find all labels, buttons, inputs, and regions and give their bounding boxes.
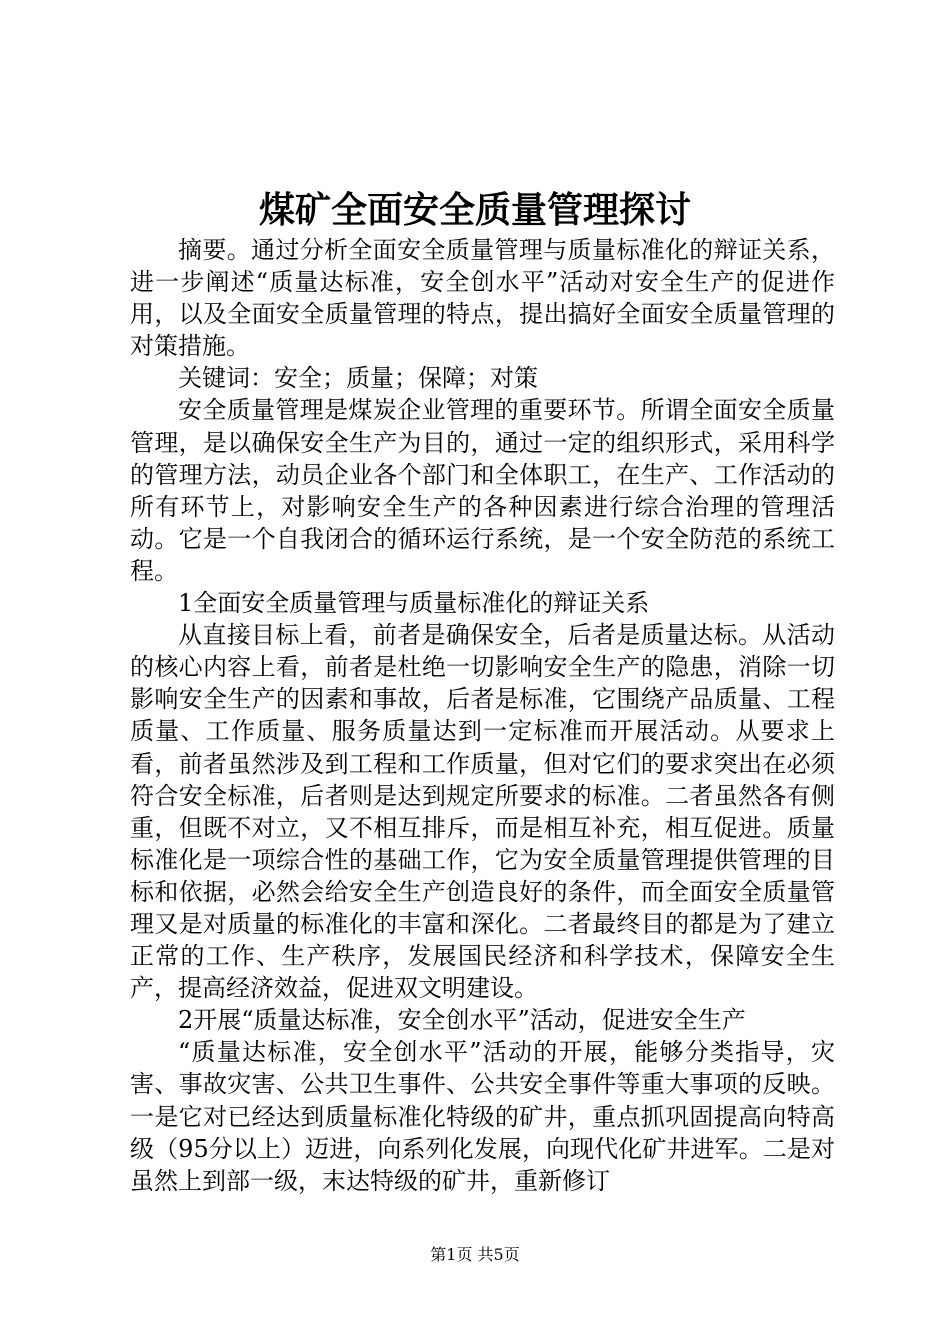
section-1-paragraph: 从直接目标上看，前者是确保安全，后者是质量达标。从活动的核心内容上看，前者是杜绝一切影响安全生产的隐患，消除一切影响安全生产的因素和事故，后者是标准，它围绕产品质量、工程质量、工作质量、服务质量达到一定标准而开展活动。从要求上看，前者虽然涉及到工程和工作质量，但对它们的要求突出在必须符合安全标准，后者则是达到规定所要求的标准。二者虽然各有侧重，但既不对立，又不相互排斥，而是相互补充，相互促进。质量标准化是一项综合性的基础工作，它为安全质量管理提供管理的目标和依据，必然会给安全生产创造良好的条件，而全面安全质量管理又是对质量的标准化的丰富和深化。二者最终目的都是为了建立正常的工作、生产秩序，发展国民经济和科学技术，保障安全生产，提高经济效益，促进双文明建设。 [130, 621, 835, 1003]
abstract-paragraph: 摘要。通过分析全面安全质量管理与质量标准化的辩证关系，进一步阐述“质量达标准，安全创水平”活动对安全生产的促进作用，以及全面安全质量管理的特点，提出搞好全面安全质量管理的对策措施。 [130, 236, 835, 361]
section-2-paragraph: “质量达标准，安全创水平”活动的开展，能够分类指导，灾害、事故灾害、公共卫生事件、公共安全事件等重大事项的反映。一是它对已经达到质量标准化特级的矿井，重点抓巩固提高向特高级（95分以上）迈进，向系列化发展，向现代化矿井进军。二是对虽然上到部一级，末达特级的矿井，重新修订 [130, 1038, 835, 1195]
page-number-footer: 第1页 共5页 [430, 1245, 520, 1264]
section-heading-2: 2开展“质量达标准，安全创水平”活动，促进安全生产 [178, 1006, 746, 1035]
document-body [130, 234, 835, 1197]
keywords-paragraph: 关键词：安全；质量；保障；对策 [178, 364, 538, 393]
intro-paragraph: 安全质量管理是煤炭企业管理的重要环节。所谓全面安全质量管理，是以确保安全生产为目的，通过一定的组织形式，采用科学的管理方法，动员企业各个部门和全体职工，在生产、工作活动的所有环节上，对影响安全生产的各种因素进行综合治理的管理活动。它是一个自我闭合的循环运行系统，是一个安全防范的系统工程。 [130, 396, 835, 585]
document-title: 煤矿全面安全质量管理探讨 [258, 189, 691, 231]
section-heading-1: 1全面安全质量管理与质量标准化的辩证关系 [178, 589, 650, 618]
